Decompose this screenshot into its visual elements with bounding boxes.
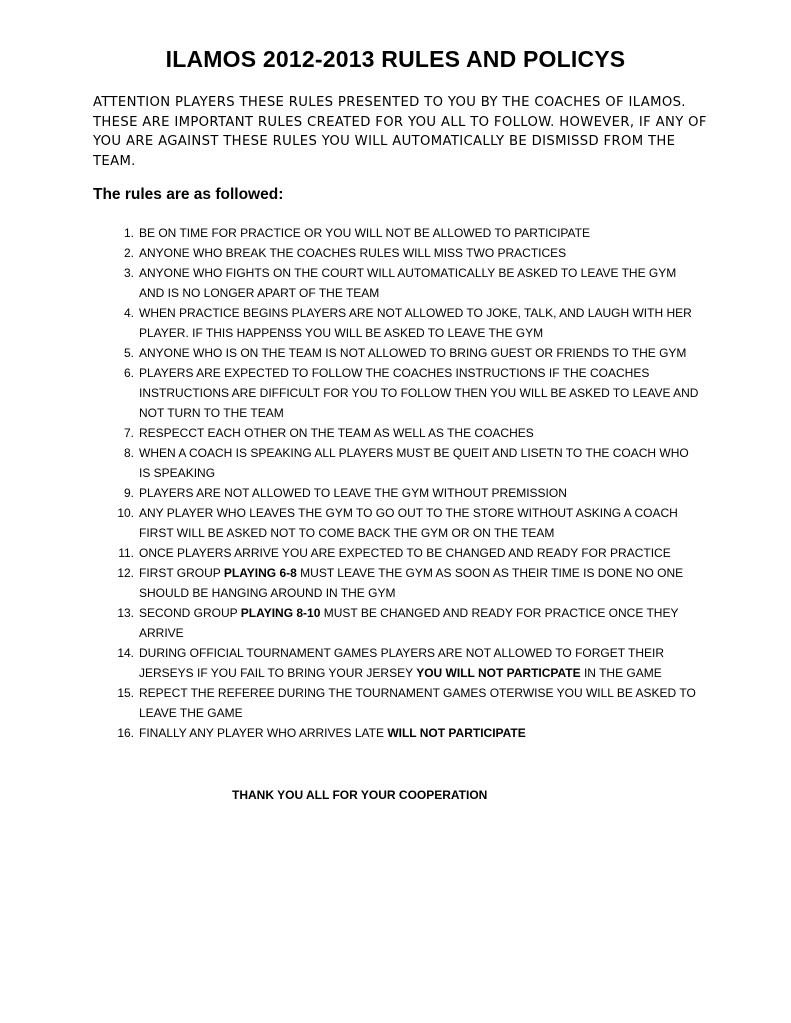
rule-item xyxy=(112,603,702,643)
rule-text-segment: ONCE PLAYERS ARRIVE YOU ARE EXPECTED TO BE CHANGED AND READY FOR PRACTICE xyxy=(139,546,671,560)
rule-number: 9. xyxy=(123,486,134,500)
rule-text xyxy=(139,603,702,643)
rule-text xyxy=(139,263,702,303)
rule-text xyxy=(139,563,702,603)
rule-text-segment: BE ON TIME FOR PRACTICE OR YOU WILL NOT BE ALLOWED TO PARTICIPATE xyxy=(139,226,590,240)
rule-text xyxy=(139,223,702,243)
rule-item xyxy=(112,303,702,343)
rule-item xyxy=(112,263,702,303)
rule-item xyxy=(112,543,702,563)
rule-text xyxy=(139,243,702,263)
rule-number: 11. xyxy=(118,546,134,560)
rule-item xyxy=(112,683,702,723)
rule-text-segment: WHEN A COACH IS SPEAKING ALL PLAYERS MUST BE QUEIT AND LISETN TO THE COACH WHO IS SPEAKING xyxy=(139,446,689,480)
rule-text xyxy=(139,543,702,563)
rule-number: 16. xyxy=(117,726,134,740)
rule-number: 10. xyxy=(117,506,134,520)
rule-text xyxy=(139,303,702,343)
rule-text xyxy=(139,483,702,503)
rule-item xyxy=(112,423,702,443)
rule-text xyxy=(139,443,702,483)
rule-text-segment: MUST LEAVE THE GYM AS SOON AS THEIR TIME IS DONE NO ONE SHOULD BE HANGING AROUND IN THE GYM xyxy=(139,566,684,600)
rule-text-emphasis: PLAYING 6-8 xyxy=(223,566,297,580)
rule-item xyxy=(112,563,702,603)
rule-item xyxy=(112,223,702,243)
rule-text-emphasis: WILL NOT PARTICIPATE xyxy=(387,726,526,740)
rule-item xyxy=(112,343,702,363)
rule-text-segment: ANY PLAYER WHO LEAVES THE GYM TO GO OUT TO THE STORE WITHOUT ASKING A COACH FIRST WILL BE ASKED NOT TO COME BACK THE GYM OR ON THE TEAM xyxy=(139,506,678,540)
rule-text-emphasis: PLAYING 8-10 xyxy=(240,606,321,620)
rule-text-segment: IN THE GAME xyxy=(580,666,662,680)
rule-text-segment: RESPECCT EACH OTHER ON THE TEAM AS WELL AS THE COACHES xyxy=(139,426,534,440)
rule-number: 13. xyxy=(117,606,134,620)
rule-text-segment: DURING OFFICIAL TOURNAMENT GAMES PLAYERS ARE NOT ALLOWED TO FORGET THEIR JERSEYS IF YOU FAIL TO BRING YOUR JERSEY xyxy=(139,646,664,680)
rule-text-segment: ANYONE WHO BREAK THE COACHES RULES WILL MISS TWO PRACTICES xyxy=(139,246,567,260)
rule-number: 1. xyxy=(123,226,134,240)
rule-number: 14. xyxy=(117,646,134,660)
rule-text xyxy=(139,363,702,423)
rule-item xyxy=(112,643,702,683)
rule-number: 8. xyxy=(123,446,134,460)
rule-number: 7. xyxy=(123,426,134,440)
rule-text-emphasis: YOU WILL NOT PARTICPATE xyxy=(416,666,581,680)
document-title: ILAMOS 2012-2013 RULES AND POLICYS xyxy=(165,46,626,72)
rule-item xyxy=(112,503,702,543)
rule-text xyxy=(139,683,702,723)
rule-text xyxy=(139,343,702,363)
rule-text xyxy=(139,423,702,443)
rule-number: 2. xyxy=(123,246,134,260)
rule-text-segment: SECOND GROUP xyxy=(139,606,241,620)
rule-text-segment: ANYONE WHO IS ON THE TEAM IS NOT ALLOWED TO BRING GUEST OR FRIENDS TO THE GYM xyxy=(139,346,687,360)
rule-text-segment: PLAYERS ARE NOT ALLOWED TO LEAVE THE GYM WITHOUT PREMISSION xyxy=(139,486,567,500)
rule-number: 4. xyxy=(123,306,134,320)
rule-text-segment: FINALLY ANY PLAYER WHO ARRIVES LATE xyxy=(139,726,388,740)
rules-subtitle: The rules are as followed: xyxy=(93,186,284,203)
rule-number: 3. xyxy=(123,266,134,280)
rule-text-segment: MUST BE CHANGED AND READY FOR PRACTICE ONCE THEY ARRIVE xyxy=(139,606,679,640)
rule-item xyxy=(112,363,702,423)
rule-item xyxy=(112,243,702,263)
rule-item xyxy=(112,483,702,503)
rules-list xyxy=(112,223,702,743)
rule-text xyxy=(139,723,702,743)
rule-number: 12. xyxy=(117,566,134,580)
rule-text-segment: PLAYERS ARE EXPECTED TO FOLLOW THE COACHES INSTRUCTIONS IF THE COACHES INSTRUCTIONS ARE DIFFICULT FOR YOU TO FOLLOW THEN YOU WILL BE ASKED TO LEAVE AND NOT TURN TO THE TEAM xyxy=(139,366,699,420)
rule-text xyxy=(139,643,702,683)
rule-text-segment: WHEN PRACTICE BEGINS PLAYERS ARE NOT ALLOWED TO JOKE, TALK, AND LAUGH WITH HER PLAYER. IF THIS HAPPENSS YOU WILL BE ASKED TO LEAVE THE GYM xyxy=(139,306,692,340)
rule-text xyxy=(139,503,702,543)
rule-item xyxy=(112,443,702,483)
rule-text-segment: ANYONE WHO FIGHTS ON THE COURT WILL AUTOMATICALLY BE ASKED TO LEAVE THE GYM AND IS NO LONGER APART OF THE TEAM xyxy=(139,266,677,300)
rule-item xyxy=(112,723,702,743)
rule-number: 5. xyxy=(123,346,134,360)
rule-number: 6. xyxy=(123,366,134,380)
rule-text-segment: FIRST GROUP xyxy=(139,566,224,580)
closing-line: THANK YOU ALL FOR YOUR COOPERATION xyxy=(232,788,488,802)
rule-text-segment: REPECT THE REFEREE DURING THE TOURNAMENT GAMES OTERWISE YOU WILL BE ASKED TO LEAVE THE GAME xyxy=(139,686,696,720)
rule-number: 15. xyxy=(117,686,134,700)
intro-paragraph: ATTENTION PLAYERS THESE RULES PRESENTED TO YOU BY THE COACHES OF ILAMOS. THESE ARE IMPORTANT RULES CREATED FOR YOU ALL TO FOLLOW. HOWEVER, IF ANY OF YOU ARE AGAINST THESE RULES YOU WILL AUTOMATICALLY BE DISMISSD FROM THE TEAM. xyxy=(93,95,707,169)
